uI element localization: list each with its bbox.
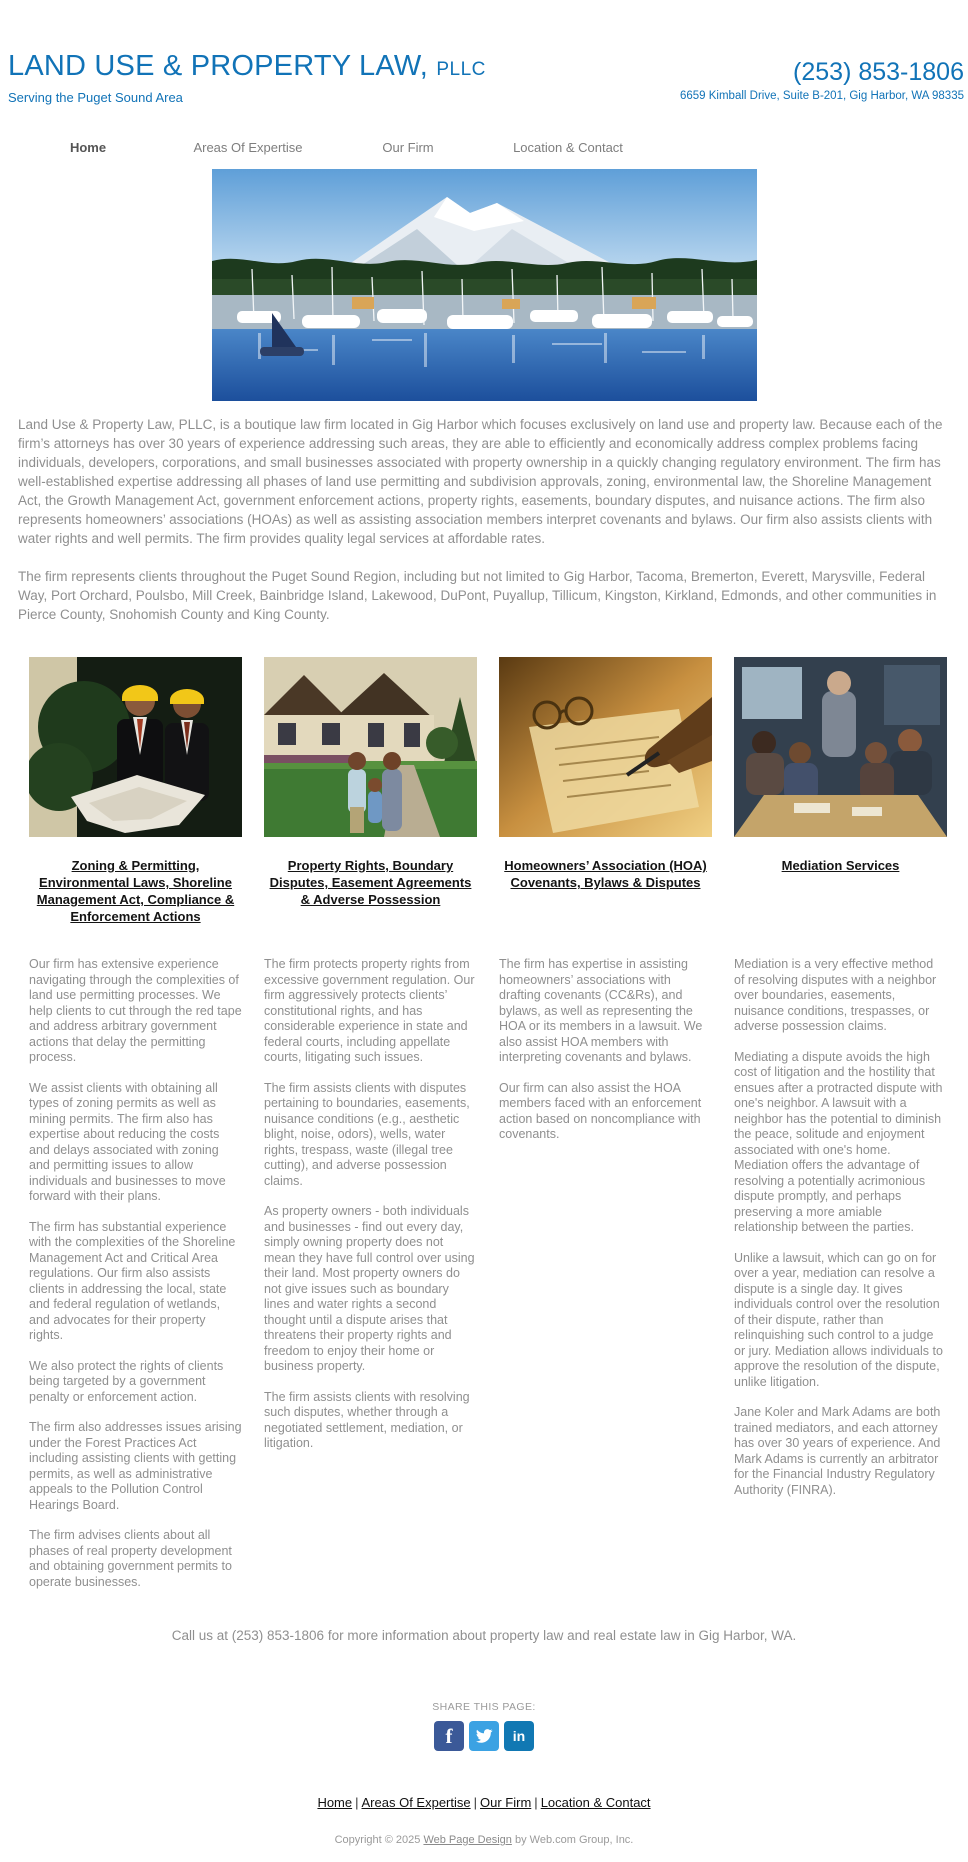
- mediation-meeting-photo: [734, 657, 947, 837]
- construction-workers-illustration: [29, 657, 242, 837]
- service-heading-mediation[interactable]: Mediation Services: [781, 858, 900, 873]
- service-paragraph: Unlike a lawsuit, which can go on for over a year, mediation can resolve a dispute is a single day. It gives individuals control over the resolution of their dispute, rather than relinquishing such control to a judge or jury. Mediation allows individuals to approve the resolution of the dispute, unlike litigation.: [734, 1250, 943, 1389]
- footer-separator: |: [534, 1795, 538, 1810]
- footer-link-location-contact[interactable]: Location & Contact: [540, 1795, 651, 1810]
- service-paragraph: The firm assists clients with disputes pertaining to boundaries, easements, nuisance conditions (e.g., aesthetic blight, noise, odors), wells, water rights, trespass, waste (illegal tree cutting), and adverse possession claims.: [264, 1080, 470, 1188]
- service-paragraph: Our firm has extensive experience navigating through the complexities of land use permitting processes. We help clients to cut through the red tape and address arbitrary government actions that delay the permitting process.: [29, 957, 242, 1064]
- copyright-suffix: by Web.com Group, Inc.: [511, 1834, 634, 1846]
- family-home-photo: [264, 657, 477, 837]
- footer-link-home[interactable]: Home: [317, 1795, 353, 1810]
- marina-scene-illustration: [212, 169, 757, 401]
- service-paragraph: The firm has expertise in assisting homeowners’ associations with drafting covenants (CC&Rs), and bylaws, as well as representing the HOA or its members in a lawsuit. We also assist HOA members with interpreting covenants and bylaws.: [499, 957, 703, 1064]
- cta-text: Call us at (253) 853-1806 for more information about property law and real estate law in Gig Harbor, WA.: [171, 1628, 797, 1643]
- nav-item-areas-of-expertise[interactable]: Areas Of Expertise: [193, 140, 303, 155]
- intro-section: [0, 401, 968, 624]
- service-paragraph: The firm also addresses issues arising under the Forest Practices Act including assisting clients with getting permits, as well as administrative appeals to the Pollution Control Hearings Board.: [29, 1420, 242, 1512]
- twitter-icon[interactable]: [469, 1721, 499, 1751]
- service-column-hoa: [499, 657, 712, 1590]
- address: 6659 Kimball Drive, Suite B-201, Gig Harbor, WA 98335: [679, 90, 964, 102]
- share-icons: [0, 1721, 968, 1751]
- linkedin-icon[interactable]: in: [504, 1721, 534, 1751]
- document-signing-photo: [499, 657, 712, 837]
- footer-nav: [0, 1795, 968, 1810]
- document-signing-illustration: [499, 657, 712, 837]
- service-paragraph: As property owners - both individuals and businesses - find out every day, simply owning property does not mean they have full control over using their land. Most property owners do not give issues such as boundary lines and water rights a second thought until a dispute arises that threatens their property rights and freedom to enjoy their home or business property.: [264, 1204, 475, 1373]
- service-paragraph: The firm assists clients with resolving such disputes, whether through a negotiated settlement, mediation, or litigation.: [264, 1389, 470, 1450]
- site-title-main: LAND USE & PROPERTY LAW,: [8, 50, 429, 82]
- nav-item-home[interactable]: Home: [69, 140, 107, 155]
- share-section: [0, 1701, 968, 1751]
- nav-item-our-firm[interactable]: Our Firm: [382, 140, 434, 155]
- mediation-meeting-illustration: [734, 657, 947, 837]
- tagline: Serving the Puget Sound Area: [8, 90, 183, 105]
- service-heading-hoa[interactable]: Homeowners’ Association (HOA) Covenants, Bylaws & Disputes: [504, 858, 707, 890]
- service-paragraph: Mediating a dispute avoids the high cost of litigation and the hostility that ensues after a protracted dispute with one's neighbor. A lawsuit with a neighbor has the potential to diminish the peace, solitude and enjoyment associated with one's home. Mediation offers the advantage of resolving a potentially acrimonious dispute promptly, and perhaps preserving a more amiable relationship between the parties.: [734, 1049, 943, 1234]
- hero-marina-photo: [212, 169, 757, 401]
- nav-item-location-contact[interactable]: Location & Contact: [513, 140, 623, 155]
- footer-link-our-firm[interactable]: Our Firm: [480, 1795, 532, 1810]
- service-paragraph: The firm protects property rights from excessive government regulation. Our firm aggressively protects clients’ constitutional rights, and has considerable experience in state and federal courts, including appellate courts, litigating such issues.: [264, 957, 475, 1064]
- intro-paragraph-1: Land Use & Property Law, PLLC, is a boutique law firm located in Gig Harbor which focuses exclusively on land use and property law. Because each of the firm’s attorneys has over 30 years of experience addressing such areas, they are able to efficiently and economically address complex problems facing individuals, developers, corporations, and small businesses associated with property ownership in a quickly changing regulatory environment. The firm has well-established expertise addressing all phases of land use permitting and subdivision approvals, zoning, environmental law, the Shoreline Management Act, the Growth Management Act, government enforcement actions, property rights, easements, boundary disputes, and nuisance actions. The firm also represents homeowners’ associations (HOAs) as well as assisting association members interpret covenants and bylaws. Our firm also assists clients with water rights and well permits. The firm provides quality legal services at affordable rates.: [18, 417, 943, 546]
- service-heading-property-rights[interactable]: Property Rights, Boundary Disputes, Easement Agreements & Adverse Possession: [269, 858, 472, 907]
- site-title-suffix: PLLC: [436, 59, 486, 80]
- service-paragraph: Mediation is a very effective method of resolving disputes with a neighbor over boundaries, easements, nuisance conditions, trespasses, or adverse possession claims.: [734, 957, 937, 1033]
- service-column-zoning: [29, 657, 242, 1590]
- footer-link-areas-of-expertise[interactable]: Areas Of Expertise: [361, 1795, 471, 1810]
- service-paragraph: Our firm can also assist the HOA members faced with an enforcement action based on noncompliance with covenants.: [499, 1080, 702, 1141]
- services-section: [0, 657, 968, 1590]
- contact-block: [680, 58, 964, 102]
- copyright: [0, 1834, 968, 1862]
- share-label: SHARE THIS PAGE:: [432, 1701, 536, 1713]
- family-home-illustration: [264, 657, 477, 837]
- facebook-icon[interactable]: f: [434, 1721, 464, 1751]
- footer: [0, 1795, 968, 1862]
- main-nav: [0, 136, 968, 159]
- service-paragraph: The firm has substantial experience with the complexities of the Shoreline Management Act and Critical Area regulations. Our firm also assists clients in addressing the local, state and federal regulation of wetlands, and advocates for their property rights.: [29, 1219, 236, 1342]
- header: [0, 0, 968, 132]
- service-paragraph: We assist clients with obtaining all types of zoning permits as well as mining permits. The firm also has expertise about reducing the costs and delays associated with zoning and permitting issues to allow individuals and businesses to move forward with their plans.: [29, 1080, 226, 1203]
- construction-workers-photo: [29, 657, 242, 837]
- copyright-prefix: Copyright © 2025: [334, 1834, 424, 1846]
- service-column-property-rights: [264, 657, 477, 1590]
- service-paragraph: The firm advises clients about all phases of real property development and obtaining government permits to operate businesses.: [29, 1528, 232, 1589]
- service-paragraph: We also protect the rights of clients being targeted by a government penalty or enforcement action.: [29, 1358, 224, 1404]
- phone-number: (253) 853-1806: [793, 58, 964, 86]
- intro-paragraph-2: The firm represents clients throughout the Puget Sound Region, including but not limited to Gig Harbor, Tacoma, Bremerton, Everett, Marysville, Federal Way, Port Orchard, Poulsbo, Mill Creek, Bainbridge Island, Lakewood, DuPont, Puyallup, Tillicum, Kingston, Kirkland, Edmonds, and other communities in Pierce County, Snohomish County and King County.: [18, 569, 937, 622]
- footer-separator: |: [473, 1795, 478, 1810]
- service-paragraph: Jane Koler and Mark Adams are both trained mediators, and each attorney has over 30 years of experience. And Mark Adams is currently an arbitrator for the Financial Industry Regulatory Authority (FINRA).: [734, 1405, 941, 1497]
- footer-separator: |: [355, 1795, 359, 1810]
- service-column-mediation: [734, 657, 947, 1590]
- service-heading-zoning[interactable]: Zoning & Permitting, Environmental Laws, Shoreline Management Act, Compliance & Enforcement Actions: [36, 858, 235, 924]
- web-page-design-link[interactable]: Web Page Design: [423, 1834, 512, 1846]
- twitter-bird-icon: [475, 1727, 493, 1745]
